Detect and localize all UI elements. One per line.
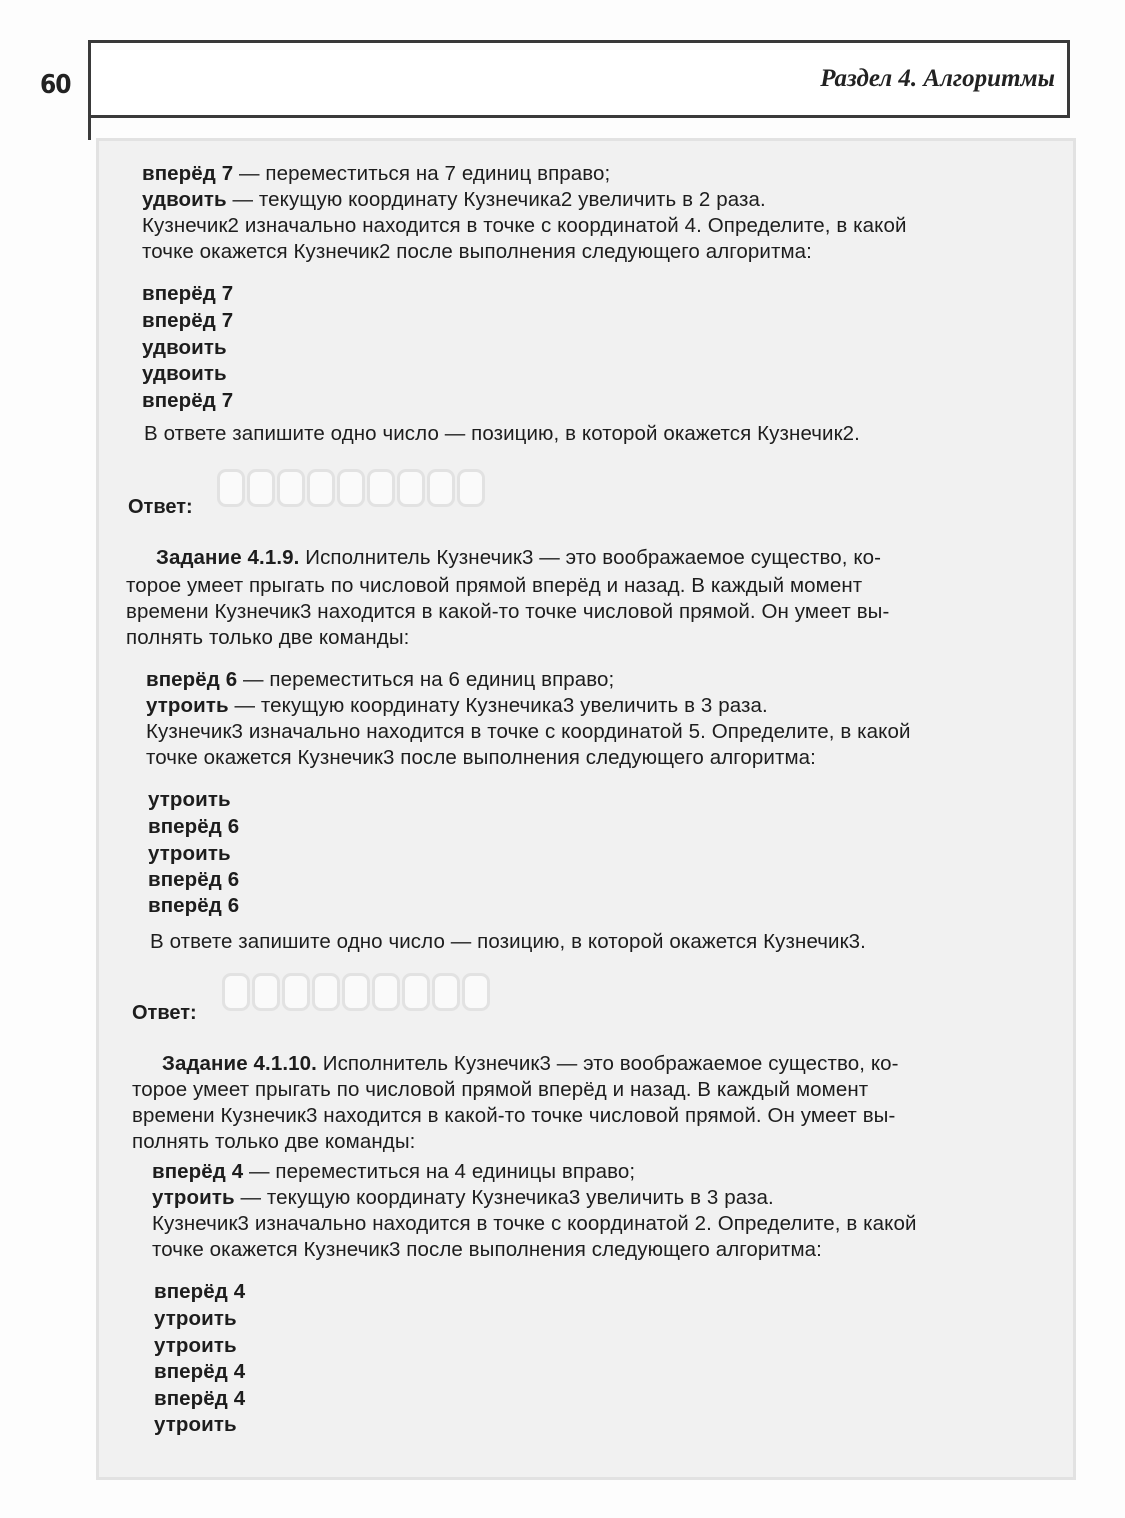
task-text: полнять только две команды: [132, 1130, 416, 1153]
content-panel [96, 138, 1076, 1480]
answer-cell[interactable] [282, 973, 310, 1011]
task-text: времени Кузнечик3 находится в какой-то точке числовой прямой. Он умеет вы- [126, 600, 890, 623]
section-header [88, 40, 1070, 118]
answer-cell[interactable] [277, 469, 305, 507]
task-description: Кузнечик2 изначально находится в точке с координатой 4. Определите, в какой [142, 214, 907, 237]
algorithm-step: удвоить [142, 362, 227, 385]
answer-cell[interactable] [217, 469, 245, 507]
command-definition: вперёд 4 — переместиться на 4 единицы вправо; [152, 1160, 636, 1183]
algorithm-step: вперёд 6 [148, 894, 240, 917]
command-definition: утроить — текущую координату Кузнечика3 увеличить в 3 раза. [146, 694, 768, 717]
answer-cell[interactable] [247, 469, 275, 507]
answer-cell[interactable] [252, 973, 280, 1011]
command-definition: удвоить — текущую координату Кузнечика2 увеличить в 2 раза. [142, 188, 766, 211]
answer-instruction: В ответе запишите одно число — позицию, в которой окажется Кузнечик3. [150, 930, 866, 953]
task-text: полнять только две команды: [126, 626, 410, 649]
task-text: торое умеет прыгать по числовой прямой вперёд и назад. В каждый момент [126, 574, 863, 597]
answer-cell[interactable] [397, 469, 425, 507]
answer-cell[interactable] [427, 469, 455, 507]
algorithm-step: вперёд 6 [148, 868, 240, 891]
task-description: Кузнечик3 изначально находится в точке с координатой 2. Определите, в какой [152, 1212, 917, 1235]
task-description: Кузнечик3 изначально находится в точке с координатой 5. Определите, в какой [146, 720, 911, 743]
task-heading: Задание 4.1.10. Исполнитель Кузнечик3 — это воображаемое существо, ко- [162, 1052, 899, 1075]
algorithm-step: вперёд 7 [142, 282, 234, 305]
algorithm-step: вперёд 7 [142, 389, 234, 412]
algorithm-step: утроить [154, 1307, 237, 1330]
section-title: Раздел 4. Алгоритмы [820, 65, 1055, 92]
answer-cell[interactable] [312, 973, 340, 1011]
task-number: Задание 4.1.9. [156, 546, 300, 569]
answer-cell[interactable] [462, 973, 490, 1011]
algorithm-step: утроить [154, 1334, 237, 1357]
task-text: торое умеет прыгать по числовой прямой вперёд и назад. В каждый момент [132, 1078, 869, 1101]
task-description: точке окажется Кузнечик2 после выполнения следующего алгоритма: [142, 240, 812, 263]
answer-cell[interactable] [457, 469, 485, 507]
algorithm-step: утроить [154, 1413, 237, 1436]
answer-cell[interactable] [307, 469, 335, 507]
command-definition: вперёд 7 — переместиться на 7 единиц вправо; [142, 162, 611, 185]
algorithm-step: вперёд 4 [154, 1387, 246, 1410]
answer-cell[interactable] [222, 973, 250, 1011]
page-number: 60 [40, 70, 71, 100]
answer-cell[interactable] [402, 973, 430, 1011]
answer-cell[interactable] [337, 469, 365, 507]
command-definition: вперёд 6 — переместиться на 6 единиц вправо; [146, 668, 615, 691]
answer-cell[interactable] [432, 973, 460, 1011]
algorithm-step: вперёд 6 [148, 815, 240, 838]
algorithm-step: утроить [148, 842, 231, 865]
algorithm-step: утроить [148, 788, 231, 811]
algorithm-step: вперёд 4 [154, 1360, 246, 1383]
algorithm-step: вперёд 7 [142, 309, 234, 332]
command-definition: утроить — текущую координату Кузнечика3 увеличить в 3 раза. [152, 1186, 774, 1209]
task-number: Задание 4.1.10. [162, 1052, 317, 1075]
answer-cell[interactable] [372, 973, 400, 1011]
algorithm-step: вперёд 4 [154, 1280, 246, 1303]
task-heading: Задание 4.1.9. Исполнитель Кузнечик3 — это воображаемое существо, ко- [156, 546, 882, 569]
task-description: точке окажется Кузнечик3 после выполнения следующего алгоритма: [146, 746, 816, 769]
algorithm-step: удвоить [142, 336, 227, 359]
answer-instruction: В ответе запишите одно число — позицию, в которой окажется Кузнечик2. [144, 422, 860, 445]
task-description: точке окажется Кузнечик3 после выполнения следующего алгоритма: [152, 1238, 822, 1261]
answer-label: Ответ: [132, 1002, 197, 1024]
answer-cell[interactable] [367, 469, 395, 507]
answer-input[interactable] [217, 469, 487, 507]
task-text: времени Кузнечик3 находится в какой-то точке числовой прямой. Он умеет вы- [132, 1104, 896, 1127]
answer-cell[interactable] [342, 973, 370, 1011]
answer-label: Ответ: [128, 496, 193, 518]
answer-input[interactable] [222, 973, 492, 1011]
